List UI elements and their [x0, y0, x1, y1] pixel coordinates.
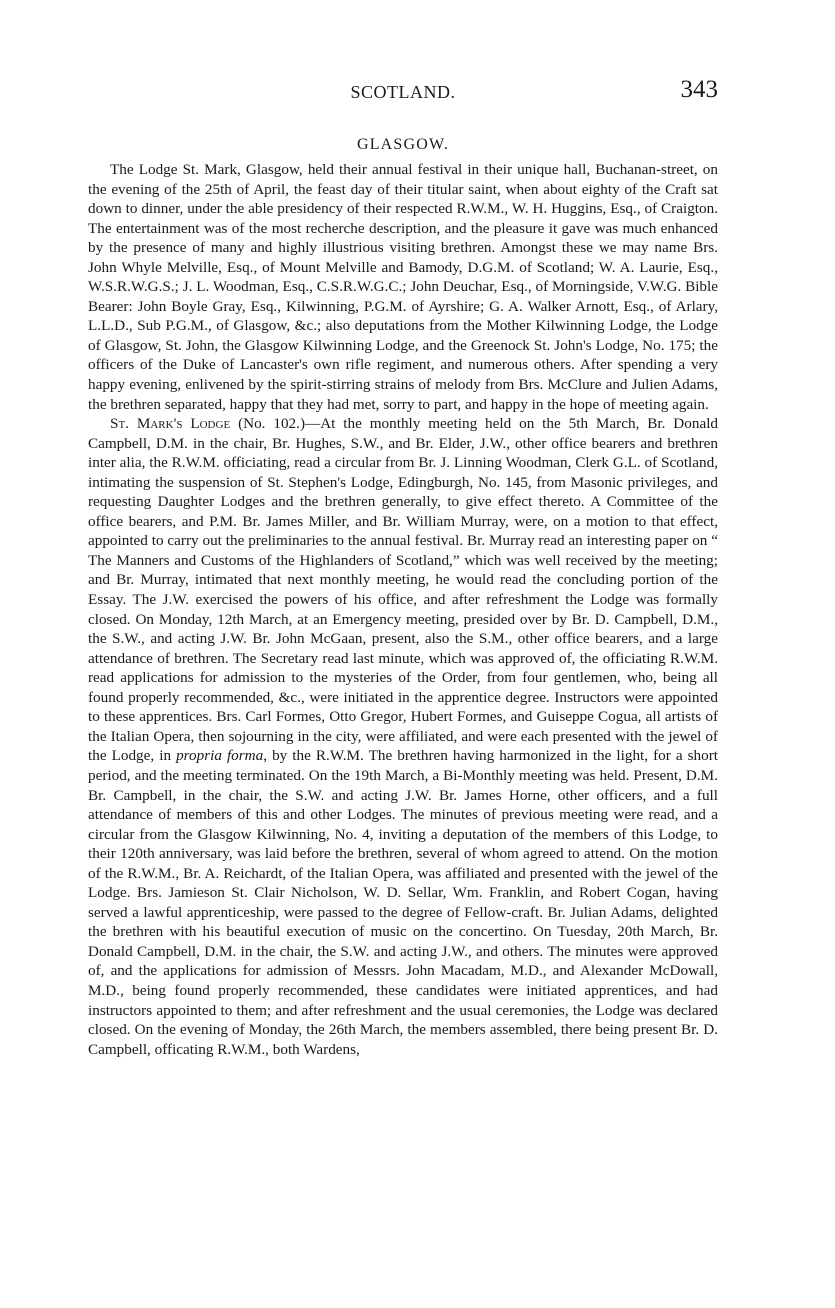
paragraph-festival: The Lodge St. Mark, Glasgow, held their annual festival in their unique hall, Buchanan-street, on the evening of the 25th of April, the feast day of their titular saint, when about eighty of the Craft sat down to dinner, under the able presidency of their respected R.W.M., W. H. Huggins, Esq., of Craigton. The entertainment was of the most recherche description, and the pleasure it gave was much enhanced by the presence of many and highly illustrious visiting brethren. Amongst these we may name Brs. John Whyle Melville, Esq., of Mount Melville and Bamody, D.G.M. of Scotland; W. A. Laurie, Esq., W.S.R.W.G.S.; J. L. Woodman, Esq., C.S.R.W.G.C.; John Deuchar, Esq., of Morningside, V.W.G. Bible Bearer: John Boyle Gray, Esq., Kilwinning, P.G.M. of Ayrshire; G. A. Walker Arnott, Esq., of Arlary, L.L.D., Sub P.G.M., of Glasgow, &c.; also deputations from the Mother Kilwinning Lodge, the Lodge of Glasgow, St. John, the Glasgow Kilwinning Lodge, and the Greenock St. John's Lodge, No. 175; the officers of the Duke of Lancaster's own rifle regiment, and numerous others. After spending a very happy evening, enlivened by the spirit-stirring strains of melody from Brs. McClure and Julien Adams, the brethren separated, happy that they had met, sorry to part, and happy in the hope of meeting again. — [88, 161, 718, 413]
paragraph-text: (No. 102.)—At the monthly meeting held on the 5th March, Br. Donald Campbell, D.M. in the chair, Br. Hughes, S.W., and Br. Elder, J.W., other office bearers and brethren inter alia, the R.W.M. officiating, read a circular from Br. J. Linning Woodman, Clerk G.L. of Scotland, intimating the suspension of St. Stephen's Lodge, Edingburgh, No. 145, from Masonic privileges, and requesting Daughter Lodges and the brethren generally, to give effect thereto. A Committee of the office bearers, and P.M. Br. James Miller, and Br. William Murray, were, on a motion to that effect, appointed to carry out the preliminaries to the annual festival. Br. Murray read an interesting paper on “ The Manners and Customs of the Highlanders of Scotland,” which was well received by the meeting; and Br. Murray, intimated that next monthly meeting, he would read the concluding portion of the Essay. The J.W. exercised the powers of his office, and after refreshment the Lodge was formally closed. On Monday, 12th March, at an Emergency meeting, presided over by Br. D. Campbell, D.M., the S.W., and acting J.W. Br. John McGaan, present, also the S.M., other office bearers, and a large attendance of brethren. The Secretary read last minute, which was approved of, the officiating R.W.M. read applications for admission to the mysteries of the Order, from four gentlemen, who, being all found properly recommended, &c., were initiated in the apprentice degree. Instructors were appointed to these apprentices. Brs. Carl Formes, Otto Gregor, Hubert Formes, and Guiseppe Cogua, all artists of the Italian Opera, then sojourning in the city, were affiliated, and were each presented with the jewel of the Lodge, in — [88, 415, 719, 765]
italic-phrase: propria forma — [176, 747, 264, 765]
paragraph-lead: St. Mark's Lodge — [110, 415, 231, 433]
paragraph-text-end: , by the R.W.M. The brethren having harmonized in the light, for a short period, and the meeting terminated. On the 19th March, a Bi-Monthly meeting was held. Present, D.M. Br. Campbell, in the chair, the S.W. and acting J.W. Br. James Horne, other officers, and a full attendance of members of this and other Lodges. The minutes of previous meeting were read, and a circular from the Glasgow Kilwinning, No. 4, inviting a deputation of the members of this Lodge, to their 120th anniversary, was laid before the brethren, several of whom agreed to attend. On the motion of the R.W.M., Br. A. Reichardt, of the Italian Opera, was affiliated and presented with the jewel of the Lodge. Brs. Jamieson St. Clair Nicholson, W. D. Sellar, Wm. Franklin, and Robert Cogan, having served a lawful apprenticeship, were passed to the degree of Fellow-craft. Br. Julian Adams, delighted the brethren with his beautiful execution of music on the concertino. On Tuesday, 20th March, Br. Donald Campbell, D.M. in the chair, the S.W. and acting J.W., and others. The minutes were approved of, and the applications for admission of Messrs. John Macadam, M.D., and Alexander McDowall, M.D., being found properly recommended, these candidates were initiated apprentices, and had instructors appointed to them; and after refreshment and the usual ceremonies, the Lodge was declared closed. On the evening of Monday, the 26th March, the members assembled, there being present Br. D. Campbell, officating R.W.M., both Wardens, — [88, 747, 718, 1058]
section-heading: GLASGOW. — [356, 136, 450, 153]
running-head — [88, 76, 718, 106]
running-title: SCOTLAND. — [350, 82, 456, 102]
page-number: 343 — [680, 76, 718, 103]
article-body — [88, 160, 718, 1059]
paragraph-st-marks-lodge — [88, 414, 718, 1059]
